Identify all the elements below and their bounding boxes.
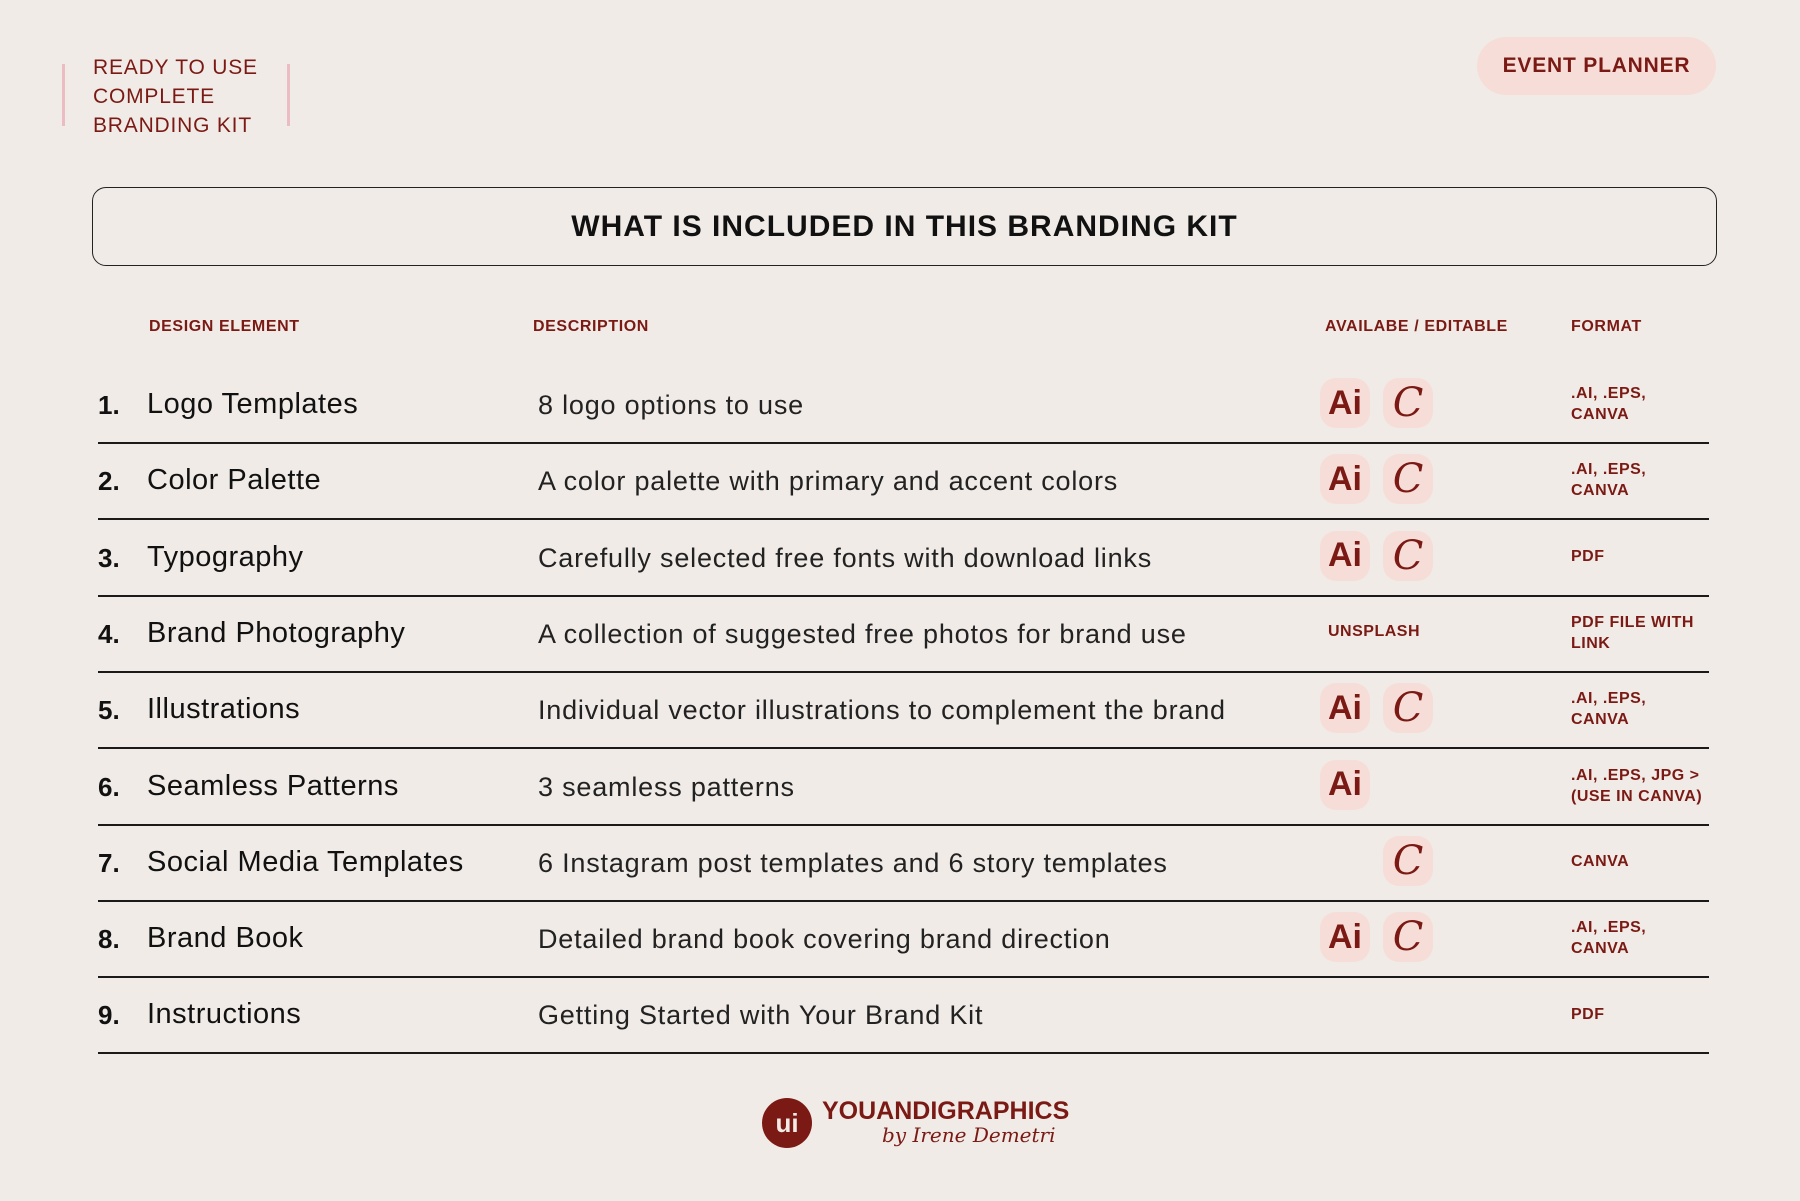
row-format: .AI, .EPS, CANVA	[1571, 385, 1647, 423]
illustrator-icon: Ai	[1320, 454, 1370, 504]
logo-mark-icon: ui	[762, 1098, 812, 1148]
logo-brand-name: YOUANDIGRAPHICS	[822, 1097, 1070, 1125]
canva-icon: C	[1383, 836, 1433, 886]
row-description: Individual vector illustrations to complement the brand	[538, 695, 1226, 726]
tagline-line: READY TO USE	[93, 56, 258, 79]
canva-icon: C	[1383, 454, 1433, 504]
table-row	[98, 519, 1709, 597]
brand-logo	[762, 1098, 1069, 1148]
illustrator-icon: Ai	[1320, 912, 1370, 962]
table-row	[98, 976, 1709, 1054]
tagline-line: COMPLETE	[93, 85, 215, 108]
row-description: Detailed brand book covering brand direction	[538, 924, 1111, 955]
row-element-name: Typography	[147, 540, 304, 573]
tagline-block	[62, 56, 290, 137]
row-element-name: Brand Book	[147, 922, 304, 955]
row-format: PDF FILE WITH LINK	[1571, 613, 1694, 652]
illustrator-icon: Ai	[1320, 760, 1370, 810]
column-header-format: FORMAT	[1571, 318, 1642, 335]
tagline-line: BRANDING KIT	[93, 114, 252, 137]
logo-signature: by Irene Demetri	[882, 1123, 1056, 1147]
row-element-name: Social Media Templates	[147, 845, 464, 878]
row-element-name: Illustrations	[147, 693, 301, 726]
row-element-name: Color Palette	[147, 464, 322, 497]
column-header-element: DESIGN ELEMENT	[149, 318, 300, 335]
row-format: CANVA	[1571, 853, 1630, 871]
row-number: 5.	[98, 695, 120, 726]
row-format: .AI, .EPS, JPG > (USE IN CANVA)	[1571, 766, 1703, 805]
canva-icon: C	[1383, 378, 1433, 428]
row-description: Getting Started with Your Brand Kit	[538, 1000, 984, 1031]
table-row	[98, 748, 1709, 826]
table-row	[98, 366, 1709, 444]
canva-icon: C	[1383, 912, 1433, 962]
row-number: 2.	[98, 466, 120, 497]
row-number: 1.	[98, 390, 120, 420]
row-number: 8.	[98, 924, 120, 955]
page-title: WHAT IS INCLUDED IN THIS BRANDING KIT	[92, 187, 1717, 266]
row-format: .AI, .EPS, CANVA	[1571, 461, 1647, 500]
row-number: 9.	[98, 1000, 120, 1031]
canva-icon: C	[1383, 531, 1433, 581]
row-description: 6 Instagram post templates and 6 story templates	[538, 847, 1168, 878]
row-format: .AI, .EPS, CANVA	[1571, 690, 1647, 729]
table-row	[98, 824, 1709, 902]
row-description: Carefully selected free fonts with download links	[538, 542, 1152, 573]
row-number: 3.	[98, 542, 120, 573]
table-row	[98, 671, 1709, 749]
row-format: PDF	[1571, 1005, 1605, 1023]
event-planner-badge: EVENT PLANNER	[1477, 37, 1716, 95]
table-row	[98, 442, 1709, 520]
table-row	[98, 900, 1709, 978]
availability-text: UNSPLASH	[1328, 622, 1421, 640]
row-number: 4.	[98, 618, 120, 649]
row-format: .AI, .EPS, CANVA	[1571, 919, 1647, 958]
illustrator-icon: Ai	[1320, 531, 1370, 581]
row-description: A collection of suggested free photos for brand use	[538, 618, 1187, 649]
row-number: 7.	[98, 847, 120, 878]
row-element-name: Seamless Patterns	[147, 769, 399, 802]
row-format: PDF	[1571, 548, 1605, 566]
table-row	[98, 595, 1709, 673]
illustrator-icon: Ai	[1320, 378, 1370, 428]
illustrator-icon: Ai	[1320, 683, 1370, 733]
row-number: 6.	[98, 771, 120, 802]
row-description: 8 logo options to use	[538, 390, 804, 420]
column-header-description: DESCRIPTION	[533, 318, 649, 335]
row-description: 3 seamless patterns	[538, 771, 795, 802]
row-description: A color palette with primary and accent colors	[538, 466, 1119, 497]
column-header-available: AVAILABE / EDITABLE	[1325, 318, 1508, 335]
row-element-name: Logo Templates	[147, 388, 359, 420]
row-element-name: Brand Photography	[147, 616, 406, 649]
canva-icon: C	[1383, 683, 1433, 733]
row-element-name: Instructions	[147, 998, 302, 1031]
